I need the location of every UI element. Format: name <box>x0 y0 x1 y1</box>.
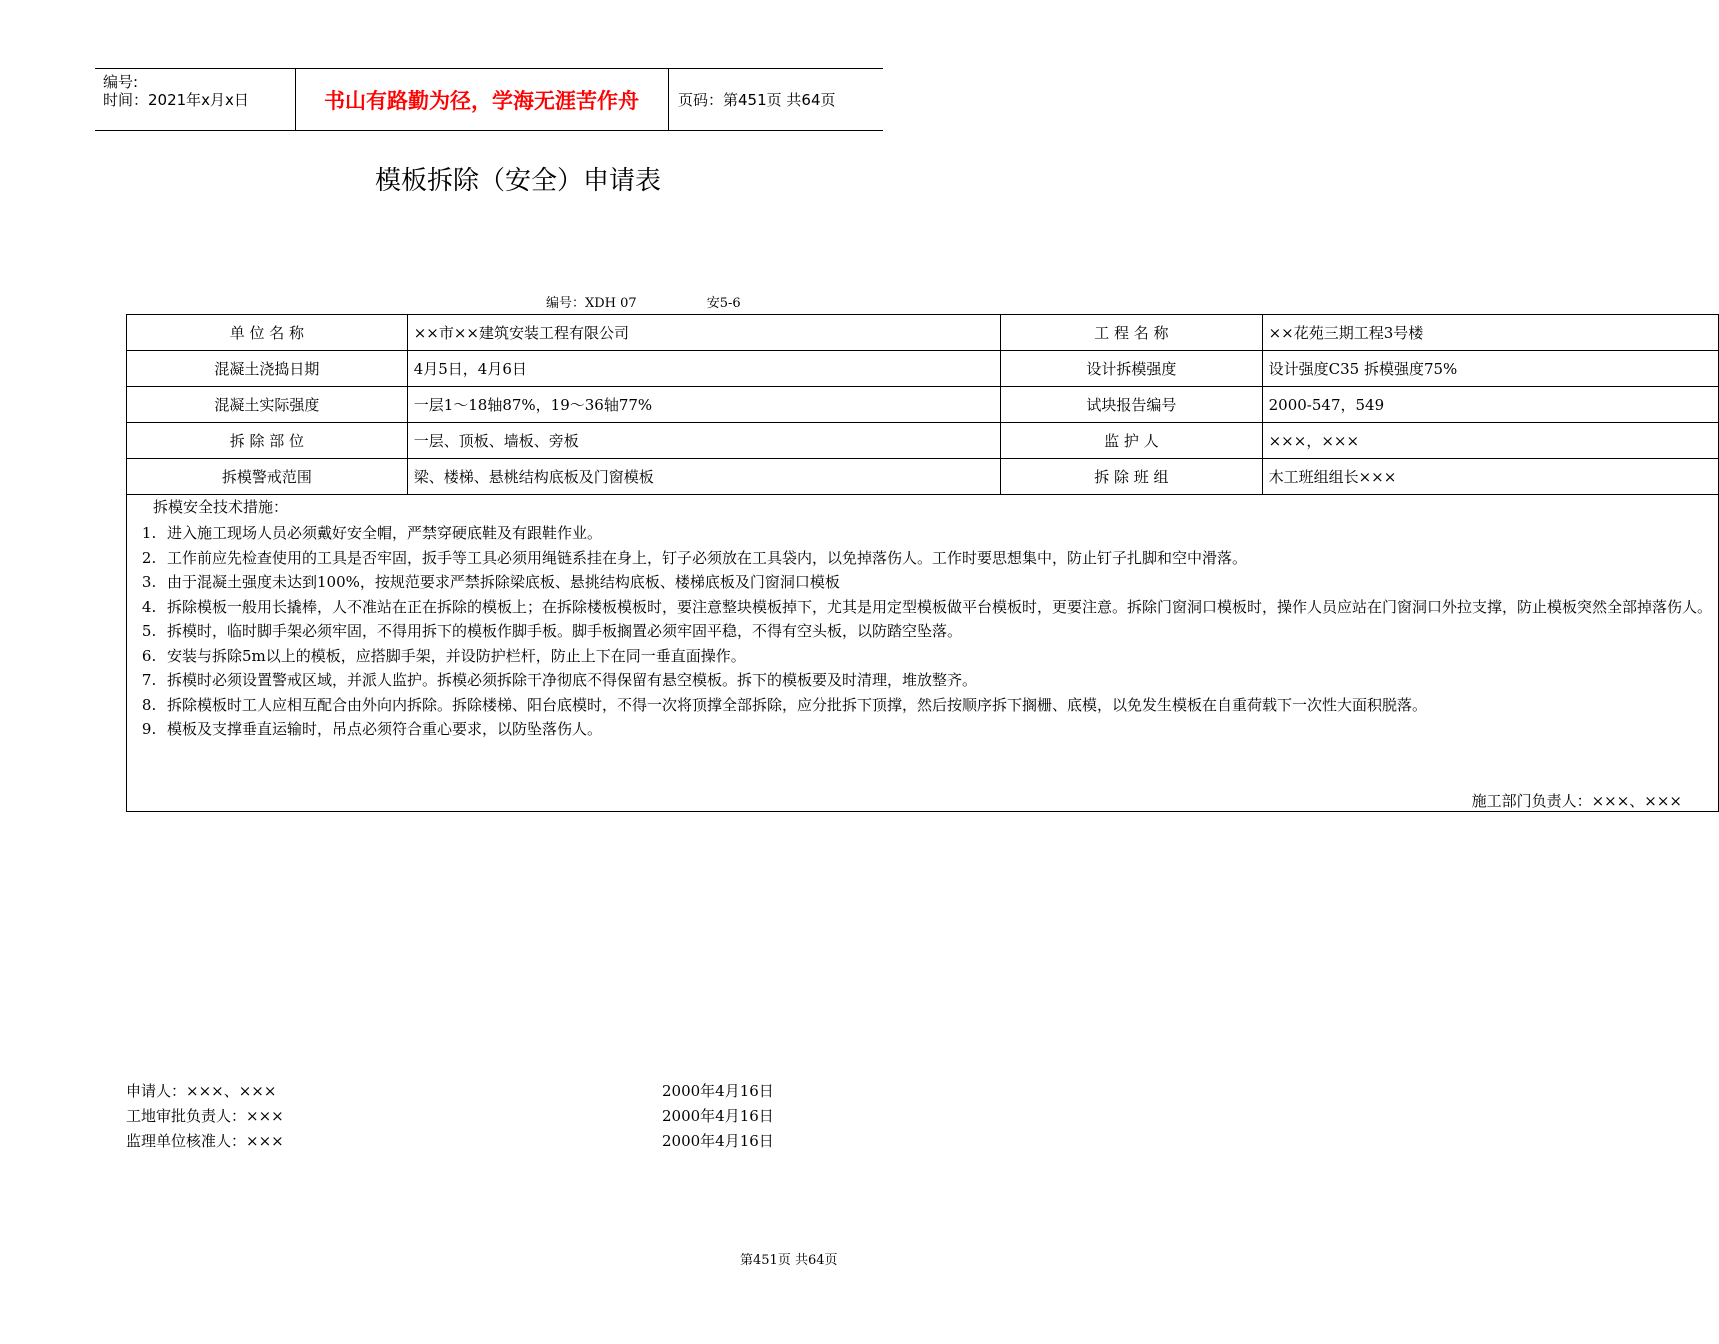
document-number <box>546 292 811 311</box>
time-label: 时间：2021年x月x日 <box>103 91 249 109</box>
measure-item: 3. 由于混凝土强度未达到100%，按规范要求严禁拆除梁底板、悬挑结构底板、楼梯底板及门窗洞口模板 <box>161 570 1712 595</box>
row-value: 梁、楼梯、悬桃结构底板及门窗模板 <box>407 459 1001 495</box>
row-value: ××花苑三期工程3号楼 <box>1262 315 1718 351</box>
measure-item: 8. 拆除模板时工人应相互配合由外向内拆除。拆除楼梯、阳台底模时，不得一次将顶撑全部拆除，应分批拆下顶撑，然后按顺序拆下搁栅、底模，以免发生模板在自重荷载下一次性大面积脱落。 <box>161 693 1712 718</box>
measure-item: 4. 拆除模板一般用长撬棒，人不准站在正在拆除的模板上；在拆除楼板模板时，要注意整块模板掉下，尤其是用定型模板做平台模板时，更要注意。拆除门窗洞口模板时，操作人员应站在门窗洞口外拉支撑，防止模板突然全部掉落伤人。 <box>161 595 1712 620</box>
form-row <box>127 459 1719 495</box>
header-page-info: 页码：第451页 共64页 <box>678 91 836 109</box>
approval-date: 2000年4月16日 <box>662 1107 774 1125</box>
approver-name: 工地审批负责人：××× <box>126 1107 284 1125</box>
header-meta <box>95 69 296 130</box>
measure-item: 2. 工作前应先检查使用的工具是否牢固，扳手等工具必须用绳链系挂在身上，钉子必须放在工具袋内，以免掉落伤人。工作时要思想集中，防止钉子扎脚和空中滑落。 <box>161 546 1712 571</box>
row-label: 混凝土实际强度 <box>127 387 408 423</box>
page-header <box>95 68 883 131</box>
approval-date: 2000年4月16日 <box>662 1082 774 1100</box>
form-row <box>127 351 1719 387</box>
measure-item: 9. 模板及支撑垂直运输时，吊点必须符合重心要求，以防坠落伤人。 <box>161 717 1712 742</box>
row-label: 拆 除 班 组 <box>1001 459 1262 495</box>
measure-item: 6. 安装与拆除5m以上的模板，应搭脚手架，并设防护栏杆，防止上下在同一垂直面操作。 <box>161 644 1712 669</box>
row-value: 木工班组组长××× <box>1262 459 1718 495</box>
document-title: 模板拆除（安全）申请表 <box>374 166 661 196</box>
row-value: 一层、顶板、墙板、旁板 <box>407 423 1001 459</box>
row-value: ×××，××× <box>1262 423 1718 459</box>
row-value: 一层1～18轴87%，19～36轴77% <box>407 387 1001 423</box>
row-value: 设计强度C35 拆模强度75% <box>1262 351 1718 387</box>
document-category: 安5-6 <box>706 296 741 311</box>
row-label: 设计拆模强度 <box>1001 351 1262 387</box>
form-row <box>127 315 1719 351</box>
department-signature: 施工部门负责人：×××、××× <box>1471 791 1683 810</box>
row-label: 工 程 名 称 <box>1001 315 1262 351</box>
measures-list <box>133 521 1712 742</box>
approver-name: 监理单位核准人：××× <box>126 1132 284 1150</box>
measure-item: 5. 拆模时，临时脚手架必须牢固，不得用拆下的模板作脚手板。脚手板搁置必须牢固平稳，不得有空头板，以防踏空坠落。 <box>161 619 1712 644</box>
measures-row <box>127 495 1719 812</box>
form-row <box>127 387 1719 423</box>
row-value: 4月5日，4月6日 <box>407 351 1001 387</box>
row-label: 混凝土浇捣日期 <box>127 351 408 387</box>
measures-heading: 拆模安全技术措施： <box>153 498 289 516</box>
measure-item: 1. 进入施工现场人员必须戴好安全帽，严禁穿硬底鞋及有跟鞋作业。 <box>161 521 1712 546</box>
row-value: ××市××建筑安装工程有限公司 <box>407 315 1001 351</box>
safety-measures-cell <box>127 495 1719 812</box>
number-label: 编号: <box>103 73 139 91</box>
page-footer: 第451页 共64页 <box>740 1253 838 1268</box>
row-value: 2000-547，549 <box>1262 387 1718 423</box>
row-label: 监 护 人 <box>1001 423 1262 459</box>
form-row <box>127 423 1719 459</box>
approval-date: 2000年4月16日 <box>662 1132 774 1150</box>
measure-item: 7. 拆模时必须设置警戒区域，并派人监护。拆模必须拆除干净彻底不得保留有悬空模板。拆下的模板要及时清理，堆放整齐。 <box>161 668 1712 693</box>
approver-name: 申请人：×××、××× <box>126 1082 277 1100</box>
row-label: 拆模警戒范围 <box>127 459 408 495</box>
row-label: 试块报告编号 <box>1001 387 1262 423</box>
header-motto: 书山有路勤为径，学海无涯苦作舟 <box>295 69 669 130</box>
row-label: 单 位 名 称 <box>127 315 408 351</box>
document-code: 编号：XDH 07 <box>546 296 637 311</box>
application-form-table <box>126 314 1719 812</box>
row-label: 拆 除 部 位 <box>127 423 408 459</box>
